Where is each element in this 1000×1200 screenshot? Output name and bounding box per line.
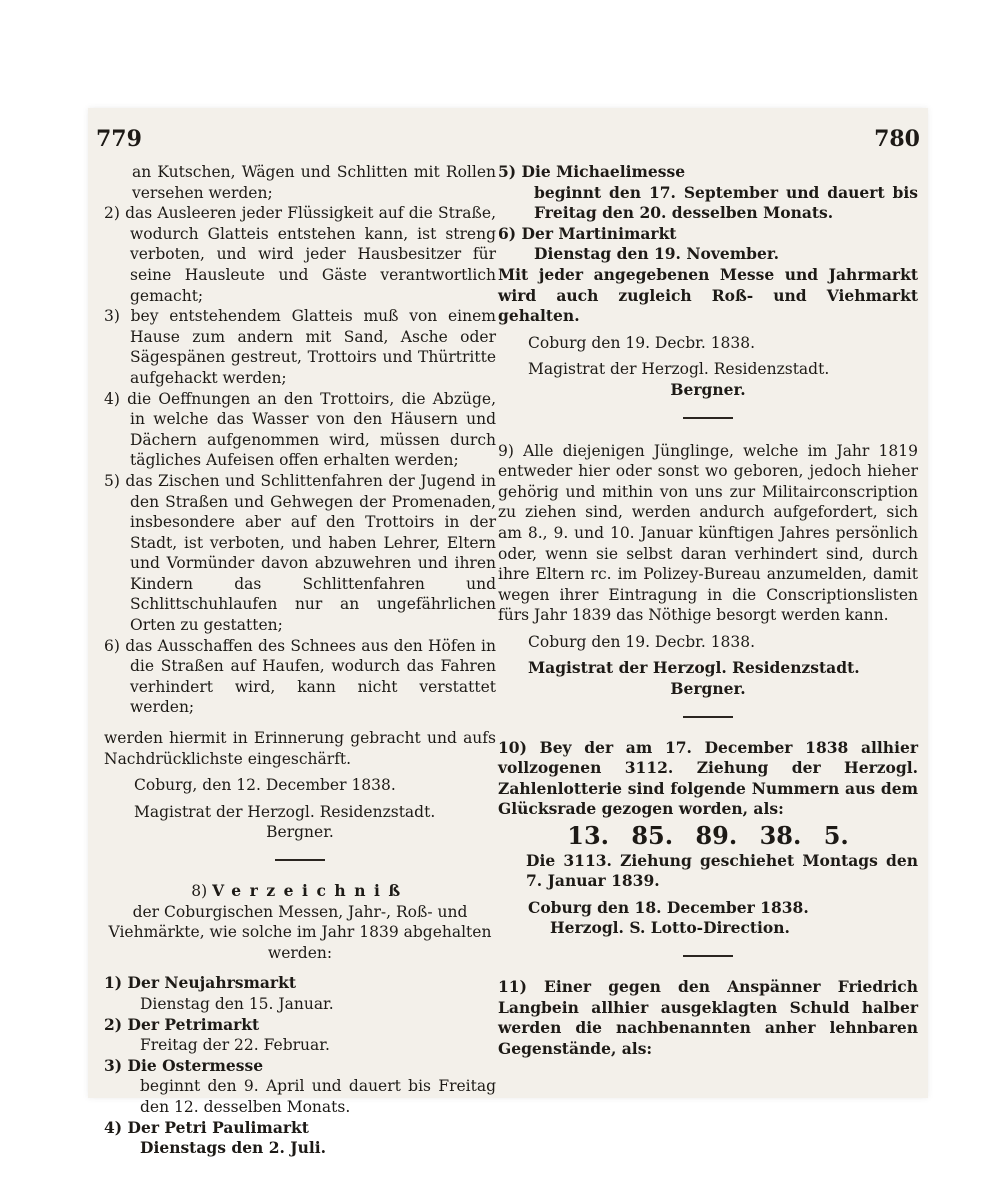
notice-date-3: Coburg den 18. December 1838. [528,897,809,917]
market-5-name: 5) Die Michaelimesse [498,162,686,181]
notice-authority-3: Herzogl. S. Lotto-Direction. [550,918,790,938]
market-5-date: beginnt den 17. September und dauert bis Freitag den 20. desselben Monats. [534,182,918,223]
market-6-name: 6) Der Martinimarkt [498,223,677,243]
notice-authority-1: Magistrat der Herzogl. Residenzstadt. [528,360,830,379]
page-number-right: 780 [874,126,920,152]
lottery-numbers: 13. 85. 89. 38. 5. [567,821,849,851]
notice-signer-1: Bergner. [670,379,746,399]
section-divider [683,417,733,419]
section-8-heading [104,881,496,902]
market-name: 4) Der Petri Paulimarkt [104,1117,309,1137]
notice-signer-2: Bergner. [670,679,746,699]
market-name: 1) Der Neujahrsmarkt [104,973,297,993]
regulation-item-2: 2) das Ausleeren jeder Flüssigkeit auf die Straße, wodurch Glatteis entstehen kann, ist streng verboten, und wird jeder Hausbesitzer für seine Hausleute und Gäste verantwortlich gemacht; [104,204,496,305]
market-note: Mit jeder angegebenen Messe und Jahrmarkt wird auch zugleich Roß- und Viehmarkt gehalten. [498,264,918,326]
section-8-subtitle: der Coburgischen Messen, Jahr-, Roß- und Viehmärkte, wie solche im Jahr 1839 abgehalten werden: [108,902,492,962]
regulation-item-6: 6) das Ausschaffen des Schnees aus den Höfen in die Straßen auf Haufen, wodurch das Fahren verhindert wird, kann nicht verstattet werden; [104,636,496,717]
section-8-title: Verzeichniß [212,881,409,900]
section-divider [683,716,733,718]
notice-authority: Magistrat der Herzogl. Residenzstadt. [134,802,436,821]
regulation-item-5: 5) das Zischen und Schlittenfahren der Jugend in den Straßen und Gehwegen der Promenaden, insbesondere aber auf den Trottoirs in der Stadt, ist verboten, und haben Lehrer, Eltern und Vormünder davon abzuwehren und ihren Kindern das Schlittenfahren und Schlittschuhlaufen nur an ungefährlichen Orten zu gestatten; [104,471,496,635]
regulation-item-3: 3) bey entstehendem Glatteis muß von einem Hause zum andern mit Sand, Asche oder Sägespänen gestreut, Trottoirs und Thürtritte aufgehackt werden; [104,307,496,387]
next-draw-notice: Die 3113. Ziehung geschiehet Montags den 7. Januar 1839. [526,850,918,891]
regulation-item-4: 4) die Oeffnungen an den Trottoirs, die Abzüge, in welche das Wasser von den Häusern und Dächern aufgenommen wird, müssen durch tägliches Aufeisen offen erhalten werden; [104,389,496,470]
section-8-number: 8) [191,882,208,900]
section-11-text: 11) Einer gegen den Anspänner Friedrich Langbein allhier ausgeklagten Schuld halber werden die nachbenannten anher lehnbaren Gegenstände, als: [498,977,918,1058]
section-divider [275,859,325,861]
newspaper-page [88,108,928,1158]
market-6-date: Dienstag den 19. November. [534,244,779,264]
market-date: beginnt den 9. April und dauert bis Freitag den 12. desselben Monats. [140,1077,496,1116]
notice-date-1: Coburg den 19. Decbr. 1838. [528,333,756,352]
left-column [104,162,496,1159]
market-name: 2) Der Petrimarkt [104,1014,260,1034]
market-date: Dienstags den 2. Juli. [140,1138,327,1158]
market-name: 3) Die Ostermesse [104,1055,264,1075]
page-number-left: 779 [96,126,142,152]
notice-signer: Bergner. [266,823,334,842]
section-divider [683,955,733,957]
market-date: Freitag der 22. Februar. [140,1036,330,1055]
right-column [498,162,918,1059]
notice-date-2: Coburg den 19. Decbr. 1838. [528,632,756,651]
section-10-text: 10) Bey der am 17. December 1838 allhier vollzogenen 3112. Ziehung der Herzogl. Zahlenlotterie sind folgende Nummern aus dem Glücksrade gezogen worden, als: [498,737,918,819]
market-date: Dienstag den 15. Januar. [140,994,334,1013]
closing-statement: werden hiermit in Erinnerung gebracht und aufs Nachdrücklichste eingeschärft. [104,729,496,768]
notice-authority-2: Magistrat der Herzogl. Residenzstadt. [528,658,860,678]
market-list [104,973,496,1158]
notice-date: Coburg, den 12. December 1838. [134,776,396,795]
section-9-text: 9) Alle diejenigen Jünglinge, welche im Jahr 1819 entweder hier oder sonst wo geboren, jedoch hieher gehörig und mithin von uns zur Militairconscription zu ziehen sind, werden andurch aufgefordert, sich am 8., 9. und 10. Januar künftigen Jahres persönlich oder, wenn sie selbst daran verhindert sind, durch ihre Eltern rc. im Polizey-Bureau anzumelden, damit wegen ihrer Eintragung in die Conscriptionslisten fürs Jahr 1839 das Nöthige besorgt werden kann. [498,441,918,625]
item-continuation: an Kutschen, Wägen und Schlitten mit Rollen versehen werden; [132,163,496,202]
